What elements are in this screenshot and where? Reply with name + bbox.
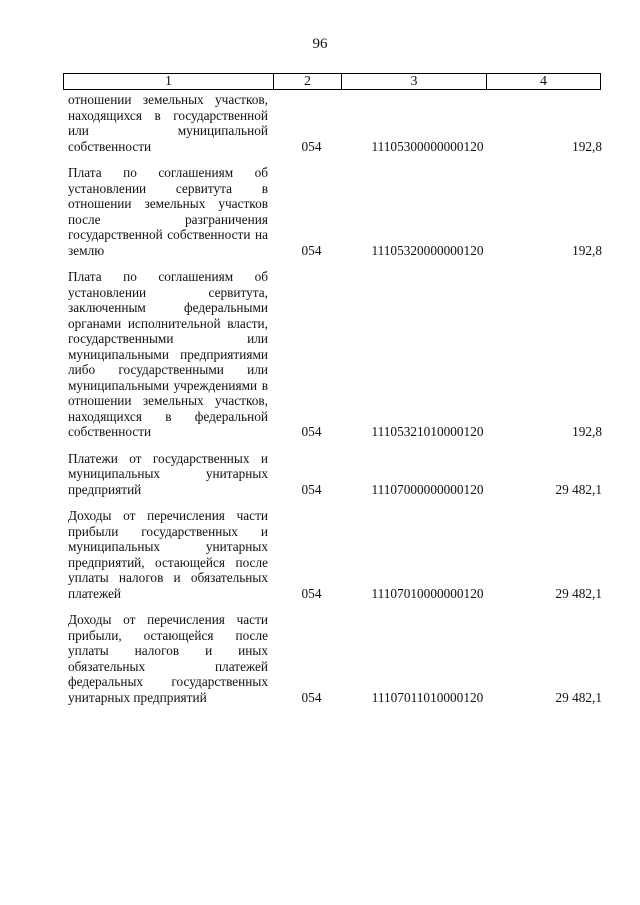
row-amount: 192,8 xyxy=(572,138,602,154)
row-amount: 29 482,1 xyxy=(555,481,602,497)
row-budget-code: 11105300000000120 xyxy=(371,138,484,154)
row-budget-code: 11105320000000120 xyxy=(371,242,484,258)
row-budget-code: 11107011010000120 xyxy=(371,689,484,705)
row-amount: 29 482,1 xyxy=(555,585,602,601)
table-row xyxy=(68,451,602,498)
row-description: Плата по соглашениям об установлении сервитута, заключенным федеральными органами исполнительной власти, государственными или муниципальными предприятиями либо государственными или муниципальными учреждениями в отношении земельных участков, находящихся в федеральной собственности xyxy=(68,269,268,439)
table-header xyxy=(63,73,601,90)
row-admin-code: 054 xyxy=(301,585,322,601)
row-budget-code: 11107010000000120 xyxy=(371,585,484,601)
row-admin-code: 054 xyxy=(301,424,322,439)
column-header-2: 2 xyxy=(274,74,342,89)
row-description: Платежи от государственных и муниципальных унитарных предприятий xyxy=(68,450,268,497)
table-body xyxy=(68,92,602,716)
row-description: Плата по соглашениям об установлении сервитута в отношении земельных участков после разграничения государственной собственности на землю xyxy=(68,165,268,258)
row-description: отношении земельных участков, находящихся в государственной или муниципальной собственности xyxy=(68,92,268,154)
page-number: 96 xyxy=(312,36,328,52)
row-description: Доходы от перечисления части прибыли государственных и муниципальных унитарных предприятий, остающейся после уплаты налогов и обязательных платежей xyxy=(68,508,268,601)
row-description: Доходы от перечисления части прибыли, остающейся после уплаты налогов и иных обязательных платежей федеральных государственных унитарных предприятий xyxy=(68,612,268,705)
table-row xyxy=(68,269,602,440)
row-admin-code: 054 xyxy=(301,138,322,154)
row-budget-code: 11107000000000120 xyxy=(371,481,484,497)
table-row xyxy=(68,508,602,601)
table-row xyxy=(68,92,602,154)
column-header-1: 1 xyxy=(64,74,274,89)
row-budget-code: 11105321010000120 xyxy=(371,424,484,439)
table-row xyxy=(68,165,602,258)
table-row xyxy=(68,612,602,705)
row-admin-code: 054 xyxy=(301,689,322,705)
column-header-3: 3 xyxy=(342,74,487,89)
row-admin-code: 054 xyxy=(301,242,322,258)
row-amount: 192,8 xyxy=(572,424,602,439)
row-amount: 29 482,1 xyxy=(555,689,602,705)
column-header-4: 4 xyxy=(540,74,547,89)
row-admin-code: 054 xyxy=(301,481,322,497)
row-amount: 192,8 xyxy=(572,242,602,258)
